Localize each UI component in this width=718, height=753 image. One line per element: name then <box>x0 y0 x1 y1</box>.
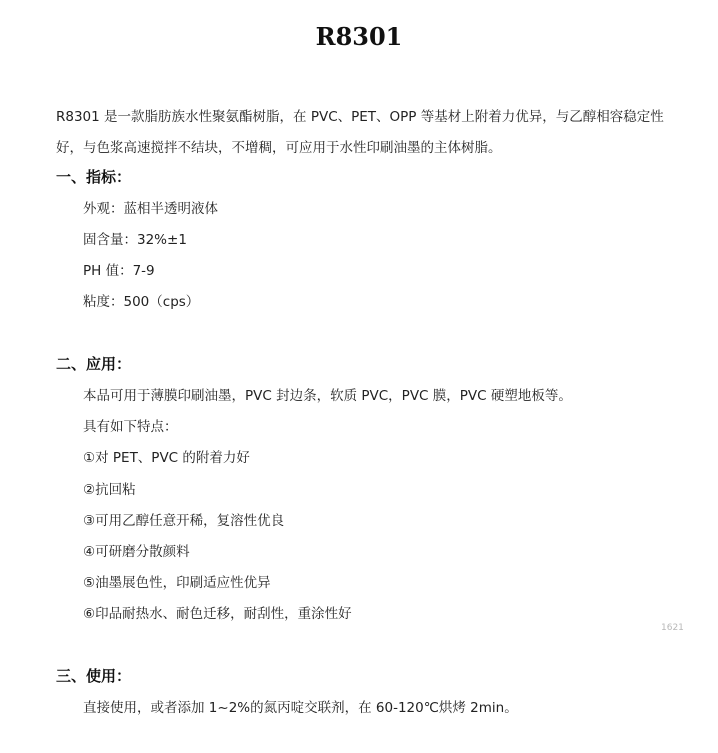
feature-item: ④可研磨分散颜料 <box>83 544 190 560</box>
spec-appearance: 外观：蓝相半透明液体 <box>83 201 218 217</box>
document-title: R8301 <box>315 22 403 51</box>
use-instructions: 直接使用，或者添加 1~2%的氮丙啶交联剂，在 60-120℃烘烤 2min。 <box>83 700 518 716</box>
spec-viscosity: 粘度：500（cps） <box>83 294 200 310</box>
spec-solid-content: 固含量：32%±1 <box>83 232 187 248</box>
feature-item: ⑤油墨展色性，印刷适应性优异 <box>83 575 271 591</box>
intro-paragraph <box>56 102 676 164</box>
feature-item: ②抗回粘 <box>83 482 136 498</box>
spec-ph-value: PH 值：7-9 <box>83 263 155 279</box>
section-heading-use: 三、使用： <box>56 667 132 685</box>
feature-item: ③可用乙醇任意开稀，复溶性优良 <box>83 513 285 529</box>
section-heading-specs: 一、指标： <box>56 168 132 186</box>
intro-line-1: R8301 是一款脂肪族水性聚氨酯树脂，在 PVC、PET、OPP 等基材上附着力优异，与乙醇相容稳定性 <box>56 109 664 125</box>
page-number: 1621 <box>661 623 684 633</box>
application-features-intro: 具有如下特点： <box>83 419 178 435</box>
feature-item: ①对 PET、PVC 的附着力好 <box>83 450 250 466</box>
feature-item: ⑥印品耐热水、耐色迁移，耐刮性，重涂性好 <box>83 606 352 622</box>
section-heading-application: 二、应用： <box>56 355 132 373</box>
application-usage: 本品可用于薄膜印刷油墨，PVC 封边条，软质 PVC，PVC 膜，PVC 硬塑地板等。 <box>83 388 572 404</box>
intro-line-2: 好，与色浆高速搅拌不结块，不增稠，可应用于水性印刷油墨的主体树脂。 <box>56 140 502 156</box>
